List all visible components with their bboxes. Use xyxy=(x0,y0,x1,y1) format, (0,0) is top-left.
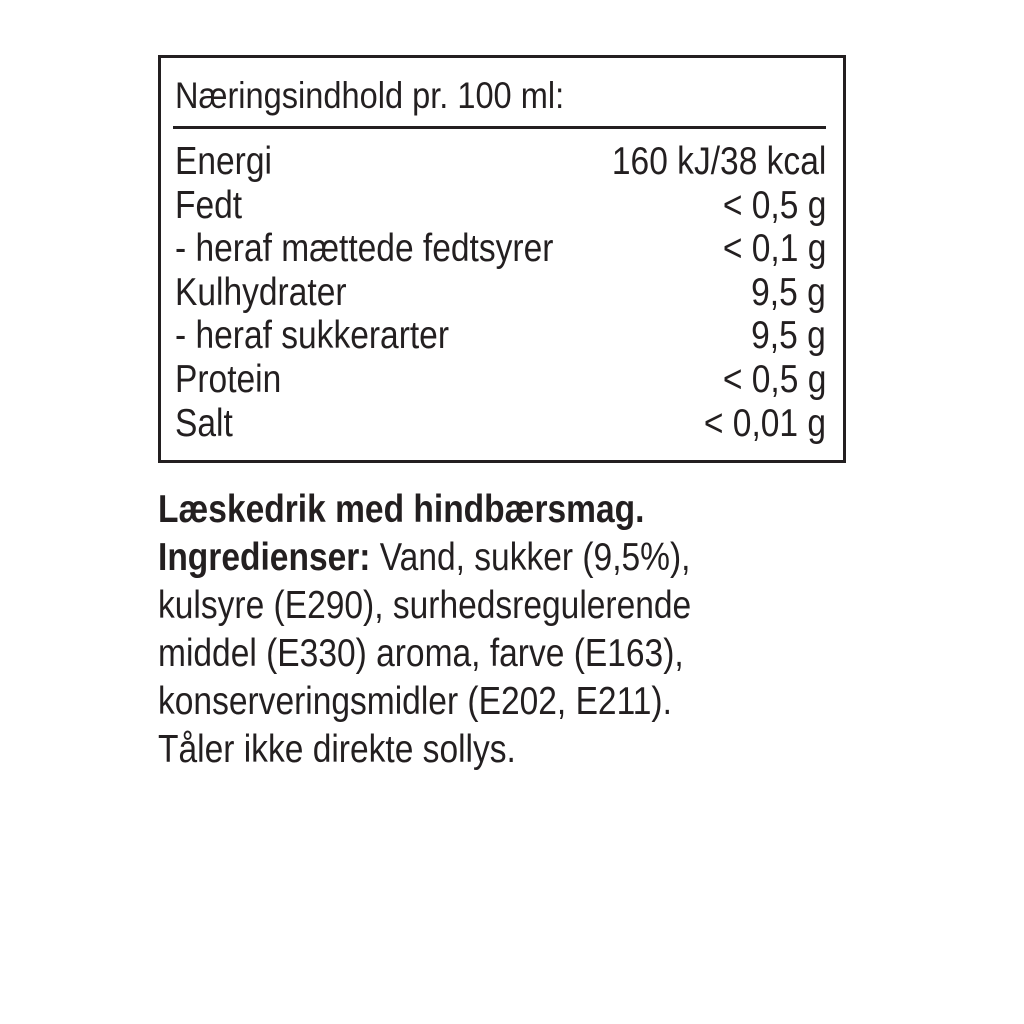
nutrition-row-protein xyxy=(175,358,826,402)
product-description: Læskedrik med hindbærsmag. xyxy=(158,488,645,531)
ingredients-line: konserveringsmidler (E202, E211). xyxy=(158,680,672,723)
nutrition-row-carbohydrates xyxy=(175,271,826,315)
row-label: - heraf sukkerarter xyxy=(175,314,450,358)
nutrition-title: Næringsindhold pr. 100 ml: xyxy=(175,75,565,116)
row-label: Protein xyxy=(175,357,282,401)
row-label: Kulhydrater xyxy=(175,270,347,314)
row-value: < 0,5 g xyxy=(722,357,826,401)
row-value: 9,5 g xyxy=(751,314,826,358)
nutrition-row-salt xyxy=(175,402,826,446)
row-value: 9,5 g xyxy=(751,270,826,314)
nutrition-table xyxy=(158,55,846,463)
row-value: < 0,1 g xyxy=(722,227,826,271)
row-value: 160 kJ/38 kcal xyxy=(611,140,826,183)
ingredients-line xyxy=(158,534,760,582)
ingredients-block xyxy=(158,486,858,774)
row-value: < 0,01 g xyxy=(703,401,826,445)
nutrition-row-fat xyxy=(175,184,826,228)
nutrition-row-energy xyxy=(175,140,826,184)
ingredients-line: middel (E330) aroma, farve (E163), xyxy=(158,632,684,675)
row-label: Fedt xyxy=(175,183,243,227)
title-divider xyxy=(173,126,826,129)
nutrition-row-saturated-fat xyxy=(175,227,826,271)
row-label: Energi xyxy=(175,140,272,183)
nutrition-row-sugars xyxy=(175,314,826,358)
ingredients-text: Vand, sukker (9,5%), xyxy=(370,536,691,579)
ingredients-line: kulsyre (E290), surhedsregulerende xyxy=(158,584,692,627)
row-value: < 0,5 g xyxy=(722,183,826,227)
row-label: Salt xyxy=(175,401,233,445)
storage-note: Tåler ikke direkte sollys. xyxy=(158,728,516,771)
ingredients-label: Ingredienser: xyxy=(158,536,371,579)
row-label: - heraf mættede fedtsyrer xyxy=(175,227,554,271)
nutrition-rows xyxy=(175,140,826,445)
